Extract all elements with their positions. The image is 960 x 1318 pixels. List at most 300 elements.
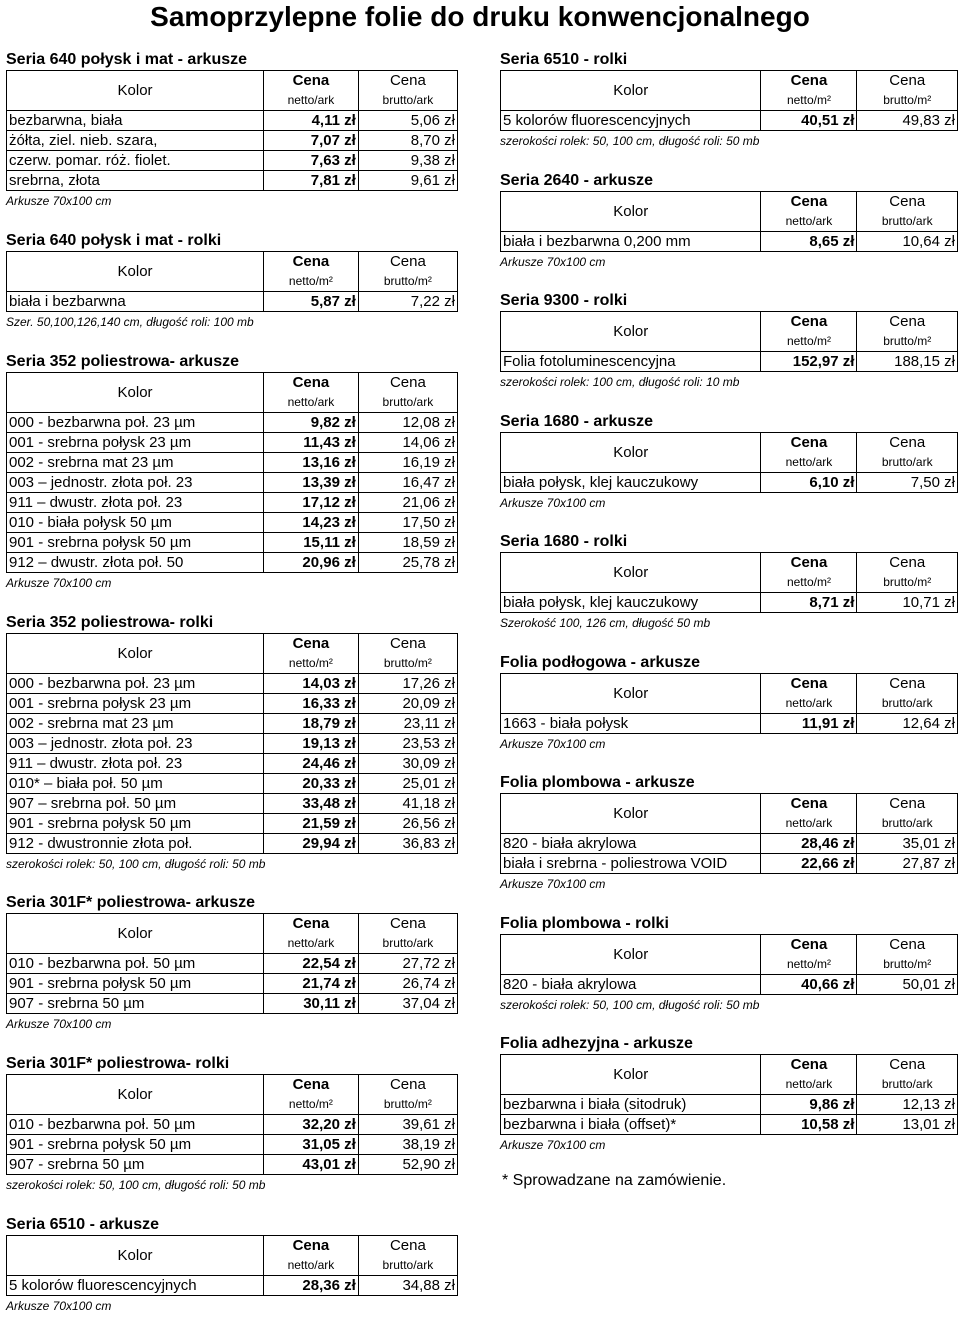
price-table — [500, 191, 958, 252]
header-brutto — [857, 433, 958, 473]
table-row — [7, 994, 458, 1014]
header-brutto-unit: brutto/m² — [883, 575, 932, 589]
price-netto: 33,48 zł — [264, 794, 359, 814]
header-netto-unit: netto/m² — [786, 957, 831, 971]
price-brutto: 8,70 zł — [358, 131, 457, 151]
header-netto — [264, 373, 359, 413]
section-title: Folia plombowa - arkusze — [500, 774, 695, 791]
header-cena-brutto: Cena — [889, 313, 926, 330]
header-cena-brutto: Cena — [889, 554, 926, 571]
header-kolor — [501, 935, 761, 975]
header-kolor-label: Kolor — [613, 805, 649, 822]
header-netto — [761, 674, 857, 714]
table-header-row — [501, 192, 958, 232]
header-kolor-label: Kolor — [613, 564, 649, 581]
table-row — [501, 1095, 958, 1115]
table-header-row — [501, 1055, 958, 1095]
price-section-seria-9300-rolki — [500, 291, 958, 392]
header-netto-unit: netto/ark — [785, 816, 833, 830]
product-name: 000 - bezbarwna poł. 23 µm — [7, 413, 264, 433]
table-row — [7, 111, 458, 131]
price-netto: 4,11 zł — [264, 111, 359, 131]
header-netto-unit: netto/m² — [786, 575, 831, 589]
price-table — [6, 1074, 458, 1175]
table-row — [7, 453, 458, 473]
table-row — [7, 1155, 458, 1175]
price-netto: 8,71 zł — [761, 593, 857, 613]
header-netto-unit: netto/ark — [287, 1258, 335, 1272]
price-netto: 17,12 zł — [264, 493, 359, 513]
price-brutto: 41,18 zł — [358, 794, 457, 814]
table-row — [7, 734, 458, 754]
section-note: Szerokość 100, 126 cm, długość 50 mb — [500, 616, 711, 630]
header-kolor-label: Kolor — [117, 263, 153, 280]
section-title: Seria 9300 - rolki — [500, 292, 628, 309]
price-netto: 16,33 zł — [264, 694, 359, 714]
header-kolor-label: Kolor — [613, 444, 649, 461]
price-brutto: 27,87 zł — [857, 854, 958, 874]
product-name: 901 - srebrna połysk 50 µm — [7, 974, 264, 994]
product-name: 911 – dwustr. złota poł. 23 — [7, 493, 264, 513]
header-netto — [761, 794, 857, 834]
header-kolor-label: Kolor — [613, 323, 649, 340]
header-cena-netto: Cena — [790, 193, 828, 210]
price-section-seria-2640-arkusze — [500, 171, 958, 272]
product-name: żółta, ziel. nieb. szara, — [7, 131, 264, 151]
header-brutto — [358, 71, 457, 111]
header-brutto — [358, 252, 457, 292]
header-cena-brutto: Cena — [389, 635, 426, 652]
product-name: biała i srebrna - poliestrowa VOID — [501, 854, 761, 874]
header-kolor-label: Kolor — [117, 1086, 153, 1103]
header-cena-netto: Cena — [292, 915, 330, 932]
section-title: Folia podłogowa - arkusze — [500, 654, 701, 671]
header-kolor-label: Kolor — [613, 1066, 649, 1083]
header-kolor — [501, 553, 761, 593]
section-note: Arkusze 70x100 cm — [6, 1017, 112, 1031]
product-name: 010* – biała poł. 50 µm — [7, 774, 264, 794]
table-header-row — [7, 1075, 458, 1115]
header-brutto — [358, 914, 457, 954]
product-name: bezbarwna i biała (sitodruk) — [501, 1095, 761, 1115]
section-title: Folia plombowa - rolki — [500, 915, 669, 932]
section-note: Arkusze 70x100 cm — [500, 737, 606, 751]
table-row — [7, 533, 458, 553]
price-netto: 13,16 zł — [264, 453, 359, 473]
header-brutto-unit: brutto/m² — [883, 93, 932, 107]
product-name: 901 - srebrna połysk 50 µm — [7, 814, 264, 834]
price-table — [500, 793, 958, 874]
product-name: 1663 - biała połysk — [501, 714, 761, 734]
header-netto-unit: netto/ark — [785, 455, 833, 469]
product-name: srebrna, złota — [7, 171, 264, 191]
product-name: 907 - srebrna 50 µm — [7, 994, 264, 1014]
section-title: Seria 352 poliestrowa- rolki — [6, 614, 214, 631]
price-netto: 18,79 zł — [264, 714, 359, 734]
header-cena-netto: Cena — [292, 72, 330, 89]
header-brutto-unit: brutto/ark — [881, 214, 933, 228]
price-netto: 14,23 zł — [264, 513, 359, 533]
product-name: 912 - dwustronnie złota poł. — [7, 834, 264, 854]
header-netto-unit: netto/m² — [288, 656, 333, 670]
price-brutto: 30,09 zł — [358, 754, 457, 774]
price-brutto: 52,90 zł — [358, 1155, 457, 1175]
header-kolor — [501, 312, 761, 352]
price-netto: 21,59 zł — [264, 814, 359, 834]
header-cena-netto: Cena — [790, 1056, 828, 1073]
section-title: Seria 352 poliestrowa- arkusze — [6, 353, 239, 370]
table-header-row — [501, 433, 958, 473]
price-section-seria-301f-poliestrowa-rolki — [6, 1054, 458, 1195]
product-name: 912 – dwustr. złota poł. 50 — [7, 553, 264, 573]
table-row — [7, 954, 458, 974]
header-brutto — [358, 1075, 457, 1115]
price-netto: 40,66 zł — [761, 975, 857, 995]
header-netto-unit: netto/ark — [785, 696, 833, 710]
table-header-row — [501, 935, 958, 975]
price-brutto: 7,22 zł — [358, 292, 457, 312]
section-note: Arkusze 70x100 cm — [500, 496, 606, 510]
header-kolor — [501, 794, 761, 834]
table-row — [7, 553, 458, 573]
header-netto-unit: netto/ark — [287, 93, 335, 107]
price-brutto: 12,13 zł — [857, 1095, 958, 1115]
product-name: 010 - bezbarwna poł. 50 µm — [7, 954, 264, 974]
section-title: Seria 301F* poliestrowa- arkusze — [6, 894, 255, 911]
product-name: 901 - srebrna połysk 50 µm — [7, 533, 264, 553]
price-brutto: 34,88 zł — [358, 1276, 457, 1296]
header-kolor-label: Kolor — [117, 384, 153, 401]
header-cena-netto: Cena — [790, 554, 828, 571]
price-netto: 24,46 zł — [264, 754, 359, 774]
price-brutto: 25,78 zł — [358, 553, 457, 573]
product-name: 000 - bezbarwna poł. 23 µm — [7, 674, 264, 694]
header-brutto-unit: brutto/ark — [382, 395, 434, 409]
header-kolor-label: Kolor — [117, 82, 153, 99]
price-netto: 7,07 zł — [264, 131, 359, 151]
price-table — [6, 251, 458, 312]
header-brutto-unit: brutto/m² — [883, 334, 932, 348]
header-netto-unit: netto/ark — [785, 1077, 833, 1091]
product-name: 001 - srebrna połysk 23 µm — [7, 433, 264, 453]
price-section-seria-352-poliestrowa-rolki — [6, 613, 458, 874]
price-netto: 15,11 zł — [264, 533, 359, 553]
table-row — [7, 413, 458, 433]
price-table — [500, 311, 958, 372]
price-netto: 11,91 zł — [761, 714, 857, 734]
price-table — [500, 552, 958, 613]
price-netto: 31,05 zł — [264, 1135, 359, 1155]
price-brutto: 38,19 zł — [358, 1135, 457, 1155]
section-note: Arkusze 70x100 cm — [500, 877, 606, 891]
header-kolor — [7, 914, 264, 954]
section-note: Arkusze 70x100 cm — [500, 255, 606, 269]
table-row — [501, 854, 958, 874]
product-name: 002 - srebrna mat 23 µm — [7, 714, 264, 734]
header-cena-netto: Cena — [790, 675, 828, 692]
price-brutto: 25,01 zł — [358, 774, 457, 794]
section-note: Arkusze 70x100 cm — [6, 194, 112, 208]
price-brutto: 17,50 zł — [358, 513, 457, 533]
section-title: Seria 6510 - arkusze — [6, 1216, 159, 1233]
price-brutto: 16,19 zł — [358, 453, 457, 473]
price-table — [6, 372, 458, 573]
header-netto-unit: netto/m² — [786, 334, 831, 348]
header-brutto — [857, 674, 958, 714]
price-brutto: 188,15 zł — [857, 352, 958, 372]
header-netto-unit: netto/m² — [288, 1097, 333, 1111]
price-brutto: 12,64 zł — [857, 714, 958, 734]
section-note: szerokości rolek: 50, 100 cm, długość roli: 50 mb — [500, 134, 760, 148]
price-netto: 28,36 zł — [264, 1276, 359, 1296]
header-cena-netto: Cena — [292, 374, 330, 391]
header-kolor-label: Kolor — [117, 925, 153, 942]
price-brutto: 20,09 zł — [358, 694, 457, 714]
section-note: szerokości rolek: 50, 100 cm, długość roli: 50 mb — [500, 998, 760, 1012]
table-row — [501, 232, 958, 252]
table-header-row — [7, 634, 458, 674]
table-header-row — [7, 252, 458, 292]
price-brutto: 39,61 zł — [358, 1115, 457, 1135]
section-title: Seria 6510 - rolki — [500, 51, 628, 68]
page-title: Samoprzylepne folie do druku konwencjonalnego — [150, 1, 810, 32]
section-title: Seria 1680 - rolki — [500, 533, 628, 550]
price-netto: 14,03 zł — [264, 674, 359, 694]
price-brutto: 5,06 zł — [358, 111, 457, 131]
header-netto — [761, 935, 857, 975]
table-row — [7, 433, 458, 453]
header-kolor — [501, 71, 761, 111]
product-name: Folia fotoluminescencyjna — [501, 352, 761, 372]
header-kolor-label: Kolor — [117, 645, 153, 662]
header-brutto — [857, 935, 958, 975]
header-brutto-unit: brutto/ark — [382, 936, 434, 950]
header-kolor — [501, 674, 761, 714]
table-row — [7, 131, 458, 151]
product-name: 820 - biała akrylowa — [501, 975, 761, 995]
section-title: Seria 640 połysk i mat - rolki — [6, 232, 222, 249]
price-section-seria-1680-rolki — [500, 532, 958, 633]
price-table — [6, 633, 458, 854]
header-kolor — [7, 252, 264, 292]
price-brutto: 21,06 zł — [358, 493, 457, 513]
header-kolor-label: Kolor — [117, 1247, 153, 1264]
table-header-row — [7, 373, 458, 413]
table-header-row — [501, 794, 958, 834]
section-note: Arkusze 70x100 cm — [6, 576, 112, 590]
price-netto: 32,20 zł — [264, 1115, 359, 1135]
section-title: Seria 640 połysk i mat - arkusze — [6, 51, 248, 68]
section-title: Seria 1680 - arkusze — [500, 413, 653, 430]
price-brutto: 50,01 zł — [857, 975, 958, 995]
price-brutto: 26,56 zł — [358, 814, 457, 834]
table-header-row — [501, 674, 958, 714]
header-kolor-label: Kolor — [613, 203, 649, 220]
product-name: bezbarwna, biała — [7, 111, 264, 131]
table-row — [7, 794, 458, 814]
price-brutto: 23,11 zł — [358, 714, 457, 734]
table-row — [7, 1115, 458, 1135]
price-section-seria-640-po-ysk-i-mat-rolki — [6, 231, 458, 332]
price-netto: 20,96 zł — [264, 553, 359, 573]
price-netto: 40,51 zł — [761, 111, 857, 131]
table-row — [7, 1276, 458, 1296]
price-section-folia-adhezyjna-arkusze — [500, 1034, 958, 1155]
product-name: 001 - srebrna połysk 23 µm — [7, 694, 264, 714]
header-netto — [264, 1236, 359, 1276]
price-netto: 43,01 zł — [264, 1155, 359, 1175]
price-netto: 7,63 zł — [264, 151, 359, 171]
product-name: 010 - bezbarwna poł. 50 µm — [7, 1115, 264, 1135]
price-netto: 20,33 zł — [264, 774, 359, 794]
price-section-seria-6510-rolki — [500, 50, 958, 151]
price-netto: 22,66 zł — [761, 854, 857, 874]
price-netto: 13,39 zł — [264, 473, 359, 493]
table-row — [7, 714, 458, 734]
price-brutto: 49,83 zł — [857, 111, 958, 131]
product-name: bezbarwna i biała (offset)* — [501, 1115, 761, 1135]
header-brutto — [358, 1236, 457, 1276]
section-note: Arkusze 70x100 cm — [500, 1138, 606, 1152]
header-netto — [761, 312, 857, 352]
price-netto: 8,65 zł — [761, 232, 857, 252]
header-brutto — [857, 192, 958, 232]
header-netto-unit: netto/m² — [288, 274, 333, 288]
price-netto: 7,81 zł — [264, 171, 359, 191]
footnote: * Sprowadzane na zamówienie. — [502, 1172, 727, 1189]
price-section-seria-301f-poliestrowa-arkusze — [6, 893, 458, 1034]
header-netto — [264, 1075, 359, 1115]
table-row — [501, 111, 958, 131]
price-table — [500, 1054, 958, 1135]
product-name: biała połysk, klej kauczukowy — [501, 593, 761, 613]
table-row — [7, 1135, 458, 1155]
header-cena-brutto: Cena — [389, 1237, 426, 1254]
price-netto: 29,94 zł — [264, 834, 359, 854]
header-kolor — [7, 71, 264, 111]
table-row — [7, 974, 458, 994]
product-name: biała i bezbarwna — [7, 292, 264, 312]
header-cena-netto: Cena — [292, 1237, 330, 1254]
product-name: 003 – jednostr. złota poł. 23 — [7, 734, 264, 754]
header-netto — [264, 71, 359, 111]
header-netto — [761, 553, 857, 593]
header-cena-brutto: Cena — [889, 434, 926, 451]
table-row — [7, 774, 458, 794]
header-brutto — [358, 634, 457, 674]
price-netto: 152,97 zł — [761, 352, 857, 372]
header-netto-unit: netto/ark — [287, 936, 335, 950]
price-brutto: 12,08 zł — [358, 413, 457, 433]
product-name: biała i bezbarwna 0,200 mm — [501, 232, 761, 252]
header-brutto — [857, 553, 958, 593]
price-brutto: 27,72 zł — [358, 954, 457, 974]
price-brutto: 17,26 zł — [358, 674, 457, 694]
header-brutto-unit: brutto/ark — [881, 816, 933, 830]
header-brutto-unit: brutto/ark — [881, 1077, 933, 1091]
header-kolor — [7, 1236, 264, 1276]
table-row — [501, 593, 958, 613]
price-netto: 9,82 zł — [264, 413, 359, 433]
header-netto — [264, 634, 359, 674]
product-name: 820 - biała akrylowa — [501, 834, 761, 854]
price-table — [500, 432, 958, 493]
price-brutto: 9,38 zł — [358, 151, 457, 171]
table-header-row — [7, 71, 458, 111]
header-cena-netto: Cena — [292, 1076, 330, 1093]
header-netto-unit: netto/ark — [785, 214, 833, 228]
table-row — [7, 151, 458, 171]
product-name: 901 - srebrna połysk 50 µm — [7, 1135, 264, 1155]
price-section-seria-352-poliestrowa-arkusze — [6, 352, 458, 593]
table-row — [7, 834, 458, 854]
price-netto: 11,43 zł — [264, 433, 359, 453]
header-cena-netto: Cena — [292, 635, 330, 652]
header-cena-brutto: Cena — [889, 193, 926, 210]
product-name: 5 kolorów fluorescencyjnych — [501, 111, 761, 131]
header-cena-netto: Cena — [790, 313, 828, 330]
table-row — [501, 975, 958, 995]
table-row — [7, 292, 458, 312]
header-brutto-unit: brutto/m² — [383, 656, 432, 670]
section-title: Folia adhezyjna - arkusze — [500, 1035, 693, 1052]
header-netto — [761, 71, 857, 111]
header-cena-brutto: Cena — [889, 795, 926, 812]
table-row — [7, 754, 458, 774]
table-header-row — [501, 71, 958, 111]
table-row — [501, 352, 958, 372]
header-cena-brutto: Cena — [389, 1076, 426, 1093]
header-netto — [761, 433, 857, 473]
header-netto — [264, 914, 359, 954]
table-header-row — [501, 312, 958, 352]
header-brutto-unit: brutto/ark — [382, 93, 434, 107]
price-netto: 19,13 zł — [264, 734, 359, 754]
header-brutto — [857, 794, 958, 834]
price-netto: 22,54 zł — [264, 954, 359, 974]
table-row — [501, 714, 958, 734]
header-kolor — [501, 192, 761, 232]
table-row — [7, 674, 458, 694]
price-netto: 6,10 zł — [761, 473, 857, 493]
price-table — [6, 70, 458, 191]
header-cena-brutto: Cena — [389, 72, 426, 89]
header-brutto — [857, 1055, 958, 1095]
header-cena-netto: Cena — [790, 434, 828, 451]
table-row — [501, 473, 958, 493]
section-note: Arkusze 70x100 cm — [6, 1299, 112, 1313]
price-section-folia-plombowa-arkusze — [500, 773, 958, 894]
price-section-folia-pod-ogowa-arkusze — [500, 653, 958, 754]
section-note: szerokości rolek: 100 cm, długość roli: 10 mb — [500, 375, 740, 389]
header-brutto-unit: brutto/m² — [883, 957, 932, 971]
header-kolor-label: Kolor — [613, 82, 649, 99]
header-cena-brutto: Cena — [389, 253, 426, 270]
header-cena-netto: Cena — [790, 936, 828, 953]
header-kolor — [501, 433, 761, 473]
price-brutto: 9,61 zł — [358, 171, 457, 191]
header-cena-brutto: Cena — [889, 936, 926, 953]
header-netto — [264, 252, 359, 292]
header-kolor — [7, 634, 264, 674]
price-table — [6, 1235, 458, 1296]
price-netto: 10,58 zł — [761, 1115, 857, 1135]
price-netto: 5,87 zł — [264, 292, 359, 312]
header-kolor — [7, 373, 264, 413]
product-name: 907 – srebrna poł. 50 µm — [7, 794, 264, 814]
header-brutto-unit: brutto/ark — [382, 1258, 434, 1272]
header-cena-brutto: Cena — [889, 675, 926, 692]
